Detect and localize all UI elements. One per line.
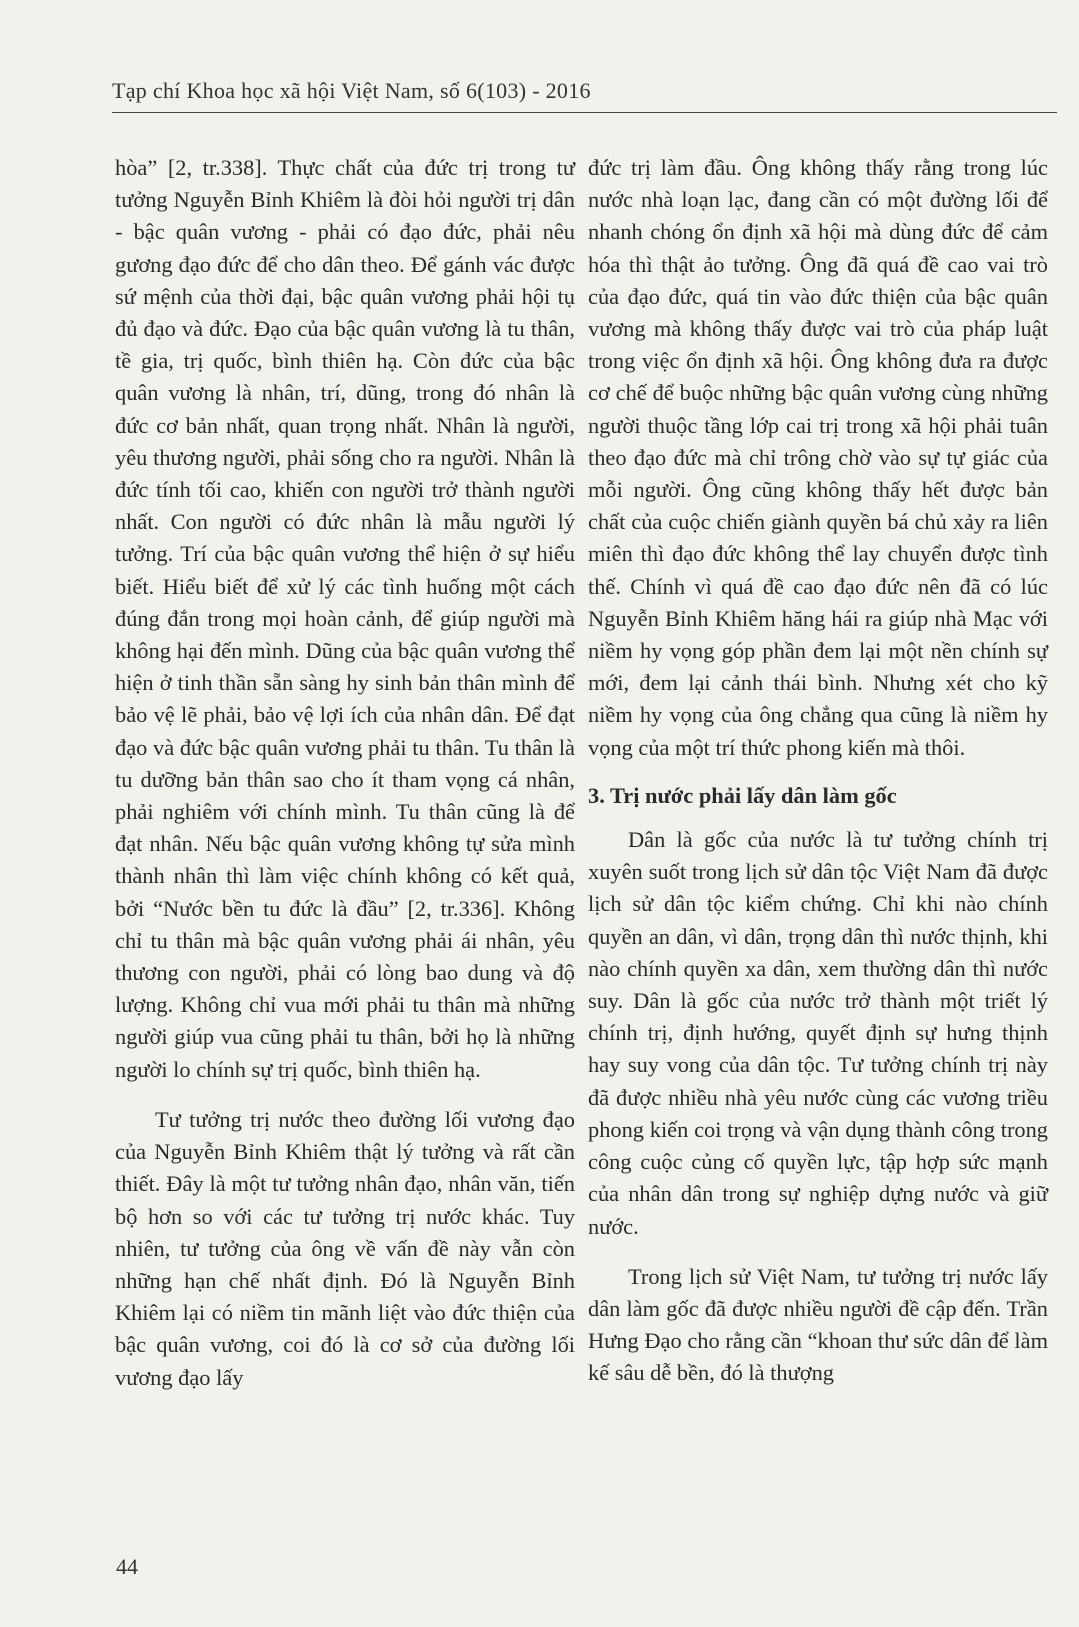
body-paragraph: Dân là gốc của nước là tư tưởng chính trị xuyên suốt trong lịch sử dân tộc Việt Nam đã được lịch sử dân tộc kiểm chứng. Chỉ khi nào chính quyền an dân, vì dân, trọng dân thì nước thịnh, khi nào chính quyền xa dân, xem thường dân thì nước suy. Dân là gốc của nước trở thành một triết lý chính trị, định hướng, quyết định sự hưng thịnh hay suy vong của dân tộc. Tư tưởng chính trị này đã được nhiều nhà yêu nước cùng các vương triều phong kiến coi trọng và vận dụng thành công trong công cuộc củng cố quyền lực, tập hợp sức mạnh của nhân dân trong sự nghiệp dựng nước và giữ nước.	[588, 827, 1048, 1239]
page-number: 44	[116, 1554, 138, 1579]
header-rule	[112, 112, 1057, 113]
body-paragraph: Tư tưởng trị nước theo đường lối vương đạo của Nguyễn Bỉnh Khiêm thật lý tưởng và rất cần thiết. Đây là một tư tưởng nhân đạo, nhân văn, tiến bộ hơn so với các tư tưởng trị nước khác. Tuy nhiên, tư tưởng của ông về vấn đề này vẫn còn những hạn chế nhất định. Đó là Nguyễn Bỉnh Khiêm lại có niềm tin mãnh liệt vào đức thiện của bậc quân vương, coi đó là cơ sở của đường lối vương đạo lấy	[115, 1106, 575, 1390]
section-heading: 3. Trị nước phải lấy dân làm gốc	[588, 782, 897, 808]
body-paragraph: Trong lịch sử Việt Nam, tư tưởng trị nước lấy dân làm gốc đã được nhiều người đề cập đến. Trần Hưng Đạo cho rằng cần “khoan thư sức dân để làm kế sâu dễ bền, đó là thượng	[588, 1263, 1048, 1386]
journal-header: Tạp chí Khoa học xã hội Việt Nam, số 6(103) - 2016	[112, 78, 591, 103]
body-paragraph-continued: đức trị làm đầu. Ông không thấy rằng trong lúc nước nhà loạn lạc, đang cần có một đường lối để nhanh chóng ổn định xã hội mà dùng đức để cảm hóa thì thật ảo tưởng. Ông đã quá đề cao vai trò của đạo đức, quá tin vào đức thiện của bậc quân vương mà không thấy được vai trò của pháp luật trong việc ổn định xã hội. Ông không đưa ra được cơ chế để buộc những bậc quân vương cùng những người thuộc tầng lớp cai trị trong xã hội phải tuân theo đạo đức mà chỉ trông chờ vào sự tự giác của mỗi người. Ông cũng không thấy hết được bản chất của cuộc chiến giành quyền bá chủ xảy ra liên miên thì đạo đức không thể lay chuyển được tình thế. Chính vì quá đề cao đạo đức nên đã có lúc Nguyễn Bỉnh Khiêm hăng hái ra giúp nhà Mạc với niềm hy vọng góp phần đem lại một nền chính sự mới, đem lại cảnh thái bình. Nhưng xét cho kỹ niềm hy vọng của ông chẳng qua cũng là niềm hy vọng của một trí thức phong kiến mà thôi.	[588, 155, 1048, 760]
left-column	[115, 152, 575, 1394]
body-paragraph: hòa” [2, tr.338]. Thực chất của đức trị trong tư tưởng Nguyễn Bỉnh Khiêm là đòi hỏi người trị dân - bậc quân vương - phải có đạo đức, phải nêu gương đạo đức để cho dân theo. Để gánh vác được sứ mệnh của thời đại, bậc quân vương phải hội tụ đủ đạo và đức. Đạo của bậc quân vương là tu thân, tề gia, trị quốc, bình thiên hạ. Còn đức của bậc quân vương là nhân, trí, dũng, trong đó nhân là đức cơ bản nhất, quan trọng nhất. Nhân là người, yêu thương người, phải sống cho ra người. Nhân là đức tính tối cao, khiến con người trở thành người nhất. Con người có đức nhân là mẫu người lý tưởng. Trí của bậc quân vương thể hiện ở sự hiểu biết. Hiểu biết để xử lý các tình huống một cách đúng đắn trong mọi hoàn cảnh, để giúp người mà không hại đến mình. Dũng của bậc quân vương thể hiện ở tinh thần sẵn sàng hy sinh bản thân mình để bảo vệ lẽ phải, bảo vệ lợi ích của nhân dân. Để đạt đạo và đức bậc quân vương phải tu thân. Tu thân là tu dưỡng bản thân sao cho ít tham vọng cá nhân, phải nghiêm với chính mình. Tu thân cũng là để đạt nhân. Nếu bậc quân vương không tự sửa mình thành nhân thì làm việc chính không có kết quả, bởi “Nước bền tu đức là đầu” [2, tr.336]. Không chỉ tu thân mà bậc quân vương phải ái nhân, yêu thương con người, phải có lòng bao dung và độ lượng. Không chỉ vua mới phải tu thân mà những người giúp vua cũng phải tu thân, bởi họ là những người lo chính sự trị quốc, bình thiên hạ.	[115, 155, 575, 1082]
right-column	[588, 152, 1048, 1390]
